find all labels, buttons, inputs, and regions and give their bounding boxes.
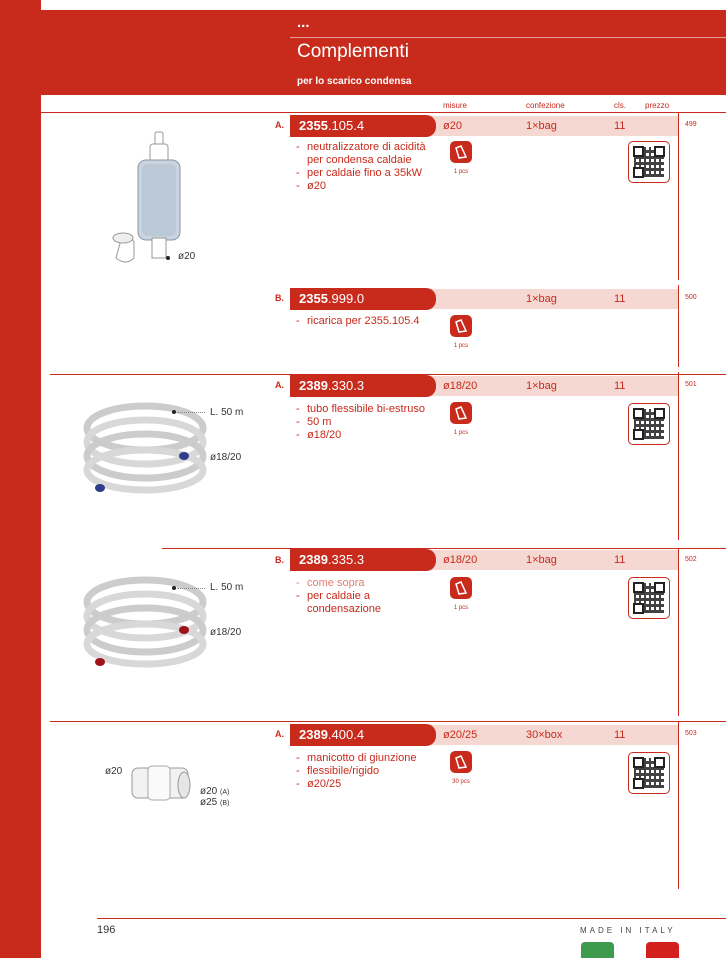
callout-line (177, 412, 205, 413)
bag-icon (450, 141, 472, 163)
product-ref: 501 (685, 381, 697, 388)
neutralizer-image (108, 130, 218, 270)
product-confezione: 30×box (526, 729, 563, 741)
made-in-italy: MADE IN ITALY (580, 926, 676, 935)
coupling-b-dimension: ø25 (B) (200, 797, 230, 808)
product-letter: B. (275, 555, 284, 565)
product-letter: A. (275, 729, 284, 739)
neutralizer-dimension: ø20 (178, 251, 196, 262)
product-code: 2389.330.3 (290, 375, 436, 397)
product-description: - neutralizzatore di acidità per condensa caldaie - per caldaie fino a 35kW - ø20 (296, 141, 426, 192)
bag-icon (450, 402, 472, 424)
section-separator (41, 112, 726, 113)
box-icon (450, 751, 472, 773)
pcs-label: 1 pcs (453, 605, 469, 611)
left-red-band (0, 0, 41, 958)
section-separator (162, 548, 726, 549)
row-end-line (678, 372, 679, 540)
product-code: 2355.105.4 (290, 115, 436, 137)
product-cls: 11 (614, 293, 626, 305)
qr-code[interactable] (628, 752, 670, 794)
page-subtitle: per lo scarico condensa (297, 76, 412, 87)
qr-code[interactable] (628, 141, 670, 183)
product-misure: ø20 (443, 120, 462, 132)
hose-length: L. 50 m (210, 582, 244, 593)
callout-dot (166, 256, 170, 260)
flag-green-tab (581, 942, 614, 958)
product-description: - tubo flessibile bi-estruso - 50 m - ø18/20 (296, 403, 426, 441)
bag-icon (450, 315, 472, 337)
product-ref: 503 (685, 730, 697, 737)
callout-dot (172, 410, 176, 414)
pcs-label: 1 pcs (453, 169, 469, 175)
page-title: Complementi (297, 41, 409, 62)
product-code: 2389.335.3 (290, 549, 436, 571)
hose-coil-image (80, 572, 210, 672)
col-confezione: confezione (526, 101, 565, 110)
product-letter: A. (275, 120, 284, 130)
hose-length: L. 50 m (210, 407, 244, 418)
flag-red-tab (646, 942, 679, 958)
product-cls: 11 (614, 380, 626, 392)
product-ref: 499 (685, 121, 697, 128)
header-divider (290, 37, 726, 38)
callout-dot (172, 586, 176, 590)
coupling-left-dimension: ø20 (105, 766, 123, 777)
col-misure: misure (443, 101, 468, 110)
page-number: 196 (97, 924, 116, 936)
qr-code[interactable] (628, 403, 670, 445)
footer-divider (97, 918, 726, 919)
product-misure: ø18/20 (443, 380, 478, 392)
bag-icon (450, 577, 472, 599)
product-cls: 11 (614, 120, 626, 132)
coupling-a-dimension: ø20 (A) (200, 786, 230, 797)
section-separator (50, 721, 726, 722)
product-description: - ricarica per 2355.105.4 (296, 315, 420, 327)
product-cls: 11 (614, 554, 626, 566)
product-confezione: 1×bag (526, 380, 557, 392)
product-cls: 11 (614, 729, 626, 741)
row-end-line (678, 548, 679, 716)
row-end-line (678, 721, 679, 889)
product-confezione: 1×bag (526, 554, 557, 566)
coupling-image (128, 760, 192, 808)
pcs-label: 1 pcs (453, 343, 469, 349)
product-ref: 502 (685, 556, 697, 563)
product-code: 2355.999.0 (290, 288, 436, 310)
product-ref: 500 (685, 294, 697, 301)
hose-coil-image (80, 398, 210, 498)
col-prezzo: prezzo (645, 101, 670, 110)
product-description: - come sopra - per caldaie a condensazione (296, 577, 382, 615)
qr-code[interactable] (628, 577, 670, 619)
pcs-label: 1 pcs (453, 430, 469, 436)
product-misure: ø20/25 (443, 729, 478, 741)
col-cls: cls. (614, 101, 626, 110)
row-end-line (678, 112, 679, 280)
product-description: - manicotto di giunzione - flessibile/rigido - ø20/25 (296, 752, 417, 790)
product-letter: B. (275, 293, 284, 303)
row-end-line (678, 285, 679, 367)
product-confezione: 1×bag (526, 293, 557, 305)
callout-line (177, 588, 205, 589)
pcs-label: 30 pcs (452, 779, 470, 785)
hose-diameter: ø18/20 (210, 627, 242, 638)
hose-diameter: ø18/20 (210, 452, 242, 463)
product-letter: A. (275, 380, 284, 390)
product-confezione: 1×bag (526, 120, 557, 132)
product-misure: ø18/20 (443, 554, 478, 566)
header-ellipsis: ... (297, 14, 310, 31)
product-code: 2389.400.4 (290, 724, 436, 746)
